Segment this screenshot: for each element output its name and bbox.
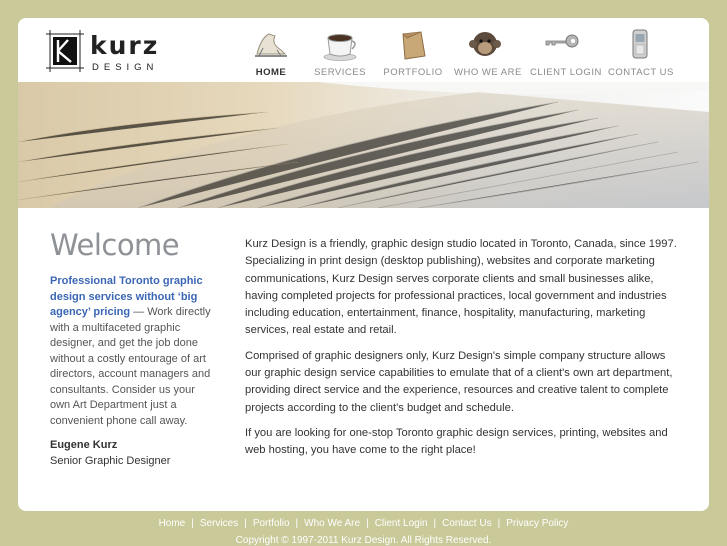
logo-wordmark: kurz (90, 31, 160, 60)
nav-client-login[interactable] (530, 24, 602, 84)
footer-link-privacy-policy[interactable]: Privacy Policy (506, 518, 569, 529)
phone-icon (620, 28, 660, 62)
logo-subtitle: DESIGN (92, 62, 159, 73)
body-text (245, 236, 681, 468)
intro-highlight: Professional Toronto graphic design services without ‘big agency’ pricing (50, 275, 203, 318)
footer-separator: | (244, 518, 247, 529)
paragraph: Kurz Design is a friendly, graphic design studio located in Toronto, Canada, since 1997. Specializing in print design (desktop publishing), websites and corporate marketing communications, Kurz Design serves corporate clients and small businesses alike, having completed projects for professional practices, local government and industries including education, entertainment, finance, hospitality, manufacturing, marketing services, real estate and retail. (245, 238, 677, 337)
signature-title: Senior Graphic Designer (50, 455, 171, 467)
nav-portfolio-label: PORTFOLIO (383, 67, 443, 78)
footer-link-contact-us[interactable]: Contact Us (442, 518, 492, 529)
intro-rest: — Work directly with a multifaceted graphic designer, and get the job done without a costly entourage of art directors, account managers and consultants. Consider us your own Art Department just a convenient phone call away. (50, 306, 211, 427)
copyright: Copyright © 1997-2011 Kurz Design. All Rights Reserved. (235, 535, 492, 546)
footer-separator: | (497, 518, 501, 529)
footer-link-who-we-are[interactable]: Who We Are (304, 518, 361, 529)
intro-text (50, 274, 218, 429)
footer-link-portfolio[interactable]: Portfolio (252, 518, 290, 529)
nav-home[interactable] (244, 24, 298, 84)
footer-separator: | (191, 518, 194, 529)
footer-nav (0, 518, 727, 529)
nav-who-we-are-label: WHO WE ARE (454, 67, 522, 78)
footer-separator: | (366, 518, 369, 529)
nav-contact-us-label: CONTACT US (608, 67, 674, 78)
hero-banner (18, 82, 709, 208)
paragraph: Comprised of graphic designers only, Kurz Design's simple company structure allows our graphic design service capabilities to emulate that of a client's own art department, providing direct service and the experience, resources and creative talent to complete projects according to the client's budget and schedule. (245, 349, 673, 414)
paper-bag-icon (393, 28, 433, 62)
footer-separator: | (433, 518, 437, 529)
paper-stack-image (18, 82, 709, 208)
nav-client-login-label: CLIENT LOGIN (530, 67, 602, 78)
footer-separator: | (295, 518, 299, 529)
paragraph: If you are looking for one-stop Toronto graphic design services, printing, websites and web hosting, you have come to the right place! (245, 426, 668, 457)
nav-contact-us[interactable] (608, 24, 672, 84)
footer-link-services[interactable]: Services (199, 518, 239, 529)
key-icon (542, 28, 582, 62)
nav-services[interactable] (312, 24, 368, 84)
main-card (18, 18, 709, 511)
chair-icon (251, 28, 291, 62)
nav-services-label: SERVICES (314, 67, 366, 78)
logo-mark-icon (46, 30, 84, 72)
nav-portfolio[interactable] (382, 24, 444, 84)
coffee-cup-icon (320, 28, 360, 62)
nav-home-label: HOME (255, 67, 287, 78)
page-title: Welcome (50, 228, 180, 262)
nav-who-we-are[interactable] (454, 24, 522, 84)
monkey-icon (465, 28, 505, 62)
signature-name: Eugene Kurz (50, 439, 118, 451)
footer-link-home[interactable]: Home (158, 518, 186, 529)
logo[interactable] (46, 30, 166, 74)
footer-link-client-login[interactable]: Client Login (374, 518, 428, 529)
